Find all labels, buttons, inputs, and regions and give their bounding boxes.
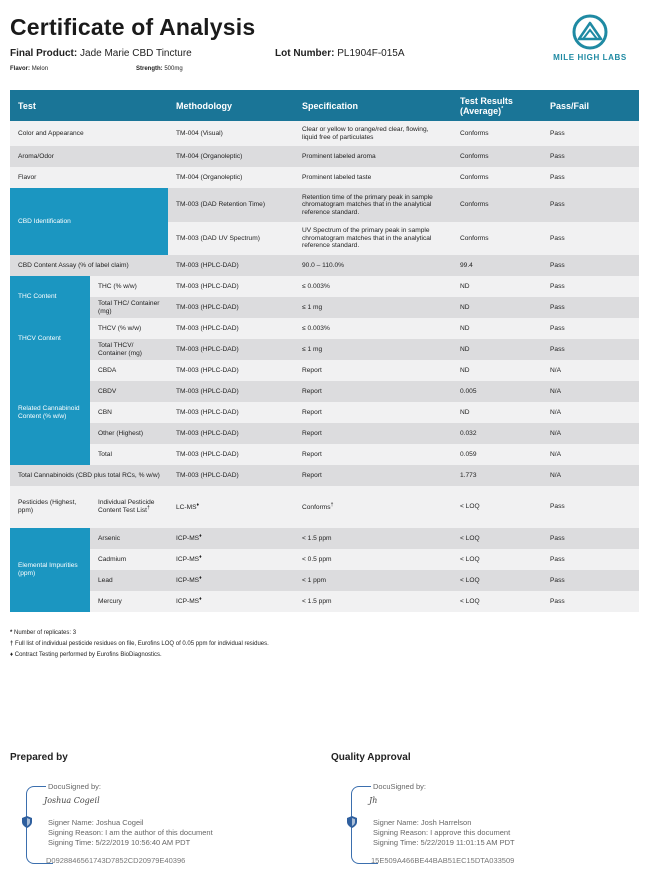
result-cell: < LOQ <box>452 549 542 570</box>
prepared-by-heading: Prepared by <box>10 752 68 763</box>
lot-number-label: Lot Number: <box>275 48 335 59</box>
header-test: Test <box>10 90 168 121</box>
strength-group <box>136 66 183 72</box>
test-cell: Flavor <box>10 167 168 188</box>
signer-name: Signer Name: Josh Harrelson <box>373 818 472 827</box>
table-row <box>10 591 639 612</box>
method-cell: TM-003 (HPLC-DAD) <box>168 465 294 486</box>
footnote <box>10 628 269 639</box>
sub-test-cell: THC (% w/w) <box>90 276 168 297</box>
method-text: ICP-MS <box>176 556 200 564</box>
sub-test-cell: Arsenic <box>90 528 168 549</box>
category-cbd-identification: CBD Identification <box>10 188 168 255</box>
docusigned-label: DocuSigned by: <box>373 782 426 791</box>
pass-fail-cell: N/A <box>542 444 639 465</box>
lot-number-value: PL1904F-015A <box>337 48 405 59</box>
envelope-hash: 15E509A466BE44BAB51EC15DTA033509 <box>371 856 515 865</box>
method-cell <box>168 486 294 528</box>
spec-cell: ≤ 1 mg <box>294 339 452 360</box>
footnote-text: Full list of individual pesticide residues on file, Eurofins LOQ of 0.05 ppm for individual residues. <box>15 641 269 647</box>
result-cell: ND <box>452 297 542 318</box>
result-cell: 1.773 <box>452 465 542 486</box>
method-cell: TM-003 (HPLC-DAD) <box>168 276 294 297</box>
method-text: ICP-MS <box>176 535 200 543</box>
spec-cell: < 1.5 ppm <box>294 528 452 549</box>
results-asterisk: * <box>501 105 504 112</box>
table-row <box>10 465 639 486</box>
diamond-mark: ♦ <box>199 554 202 561</box>
sub-test-cell: THCV (% w/w) <box>90 318 168 339</box>
result-cell: 99.4 <box>452 255 542 276</box>
test-cell: CBD Content Assay (% of label claim) <box>10 255 168 276</box>
sub-test-cell: CBN <box>90 402 168 423</box>
table-row <box>10 528 639 549</box>
category-elemental-impurities: Elemental Impurities (ppm) <box>10 528 90 612</box>
pass-fail-cell: Pass <box>542 255 639 276</box>
sub-test-cell: Total THC/ Container (mg) <box>90 297 168 318</box>
method-cell <box>168 591 294 612</box>
method-cell: TM-003 (HPLC-DAD) <box>168 339 294 360</box>
footnote <box>10 639 269 650</box>
table-row <box>10 255 639 276</box>
method-cell: TM-003 (DAD UV Spectrum) <box>168 222 294 255</box>
result-cell: ND <box>452 360 542 381</box>
method-cell: TM-003 (HPLC-DAD) <box>168 318 294 339</box>
spec-cell: Prominent labeled aroma <box>294 146 452 167</box>
pass-fail-cell: Pass <box>542 276 639 297</box>
mountain-triangle-logo-icon <box>571 14 609 50</box>
pass-fail-cell: Pass <box>542 121 639 146</box>
flavor-strength-line <box>10 66 183 72</box>
table-row <box>10 381 639 402</box>
method-cell: TM-003 (HPLC-DAD) <box>168 297 294 318</box>
header-test-results-text: Test Results (Average) <box>460 95 513 116</box>
result-cell: 0.032 <box>452 423 542 444</box>
method-cell: TM-003 (HPLC-DAD) <box>168 381 294 402</box>
method-cell: TM-003 (HPLC-DAD) <box>168 360 294 381</box>
result-cell: < LOQ <box>452 486 542 528</box>
spec-cell: UV Spectrum of the primary peak in sample chromatogram matches that in the analytical reference standard. <box>294 222 452 255</box>
handwritten-signature: Joshua Cogeil <box>44 796 100 805</box>
sub-test-text: Individual Pesticide Content Test List <box>98 498 155 515</box>
signature-block-approval <box>337 782 557 864</box>
table-row <box>10 167 639 188</box>
spec-cell: Report <box>294 381 452 402</box>
spec-cell: Retention time of the primary peak in sample chromatogram matches that in the analytical reference standard. <box>294 188 452 222</box>
document-title: Certificate of Analysis <box>10 14 256 40</box>
spec-cell: Report <box>294 360 452 381</box>
sub-test-cell: CBDV <box>90 381 168 402</box>
result-cell: ND <box>452 276 542 297</box>
spec-text: Conforms <box>302 503 331 511</box>
quality-approval-heading: Quality Approval <box>331 752 411 763</box>
docusigned-label: DocuSigned by: <box>48 782 101 791</box>
lot-number-line <box>275 48 405 59</box>
method-cell: TM-003 (HPLC-DAD) <box>168 255 294 276</box>
handwritten-signature: Jh <box>369 796 378 805</box>
result-cell: ND <box>452 318 542 339</box>
header-methodology: Methodology <box>168 90 294 121</box>
footnote-mark: † <box>10 641 14 647</box>
method-text: ICP-MS <box>176 577 200 585</box>
spec-cell: < 0.5 ppm <box>294 549 452 570</box>
final-product-label: Final Product: <box>10 48 78 59</box>
sub-test-cell: Cadmium <box>90 549 168 570</box>
spec-cell: Report <box>294 423 452 444</box>
spec-cell: < 1 ppm <box>294 570 452 591</box>
method-cell: TM-003 (HPLC-DAD) <box>168 444 294 465</box>
pass-fail-cell: N/A <box>542 381 639 402</box>
strength-label: Strength: <box>136 66 163 72</box>
pass-fail-cell: N/A <box>542 360 639 381</box>
pass-fail-cell: Pass <box>542 339 639 360</box>
table-row <box>10 402 639 423</box>
signer-name: Signer Name: Joshua Cogeil <box>48 818 144 827</box>
table-row <box>10 146 639 167</box>
result-cell: 0.005 <box>452 381 542 402</box>
pass-fail-cell: N/A <box>542 465 639 486</box>
table-row <box>10 423 639 444</box>
flavor-value: Melon <box>31 66 49 72</box>
result-cell: Conforms <box>452 167 542 188</box>
test-cell: Aroma/Odor <box>10 146 168 167</box>
pass-fail-cell: Pass <box>542 318 639 339</box>
test-cell: Total Cannabinoids (CBD plus total RCs, % w/w) <box>10 465 168 486</box>
diamond-mark: ♦ <box>199 533 202 540</box>
category-related-cannabinoid: Related Cannabinoid Content (% w/w) <box>10 360 90 465</box>
footnote-mark: * <box>10 630 13 636</box>
result-cell: < LOQ <box>452 591 542 612</box>
mile-high-labs-logo <box>540 14 640 62</box>
signing-time: Signing Time: 5/22/2019 11:01:15 AM PDT <box>373 838 515 847</box>
table-row <box>10 339 639 360</box>
table-row <box>10 121 639 146</box>
table-row <box>10 549 639 570</box>
spec-cell: < 1.5 ppm <box>294 591 452 612</box>
signature-block-prepared <box>12 782 232 864</box>
sub-test-cell <box>90 486 168 528</box>
final-product-value: Jade Marie CBD Tincture <box>80 48 192 59</box>
sub-test-cell: Total <box>90 444 168 465</box>
table-row <box>10 360 639 381</box>
signer-details <box>373 818 515 848</box>
spec-cell: Report <box>294 402 452 423</box>
sub-test-cell: Total THCV/ Container (mg) <box>90 339 168 360</box>
result-cell: Conforms <box>452 222 542 255</box>
method-cell: TM-004 (Organoleptic) <box>168 146 294 167</box>
footnote <box>10 650 269 661</box>
method-cell <box>168 549 294 570</box>
table-row <box>10 486 639 528</box>
table-row <box>10 444 639 465</box>
spec-cell: Clear or yellow to orange/red clear, flowing, liquid free of particulates <box>294 121 452 146</box>
spec-cell: 90.0 – 110.0% <box>294 255 452 276</box>
test-cell: Pesticides (Highest, ppm) <box>10 486 90 528</box>
result-cell: 0.059 <box>452 444 542 465</box>
table-row <box>10 318 639 339</box>
dagger-mark: † <box>147 505 150 512</box>
spec-cell: Report <box>294 444 452 465</box>
method-cell: TM-004 (Visual) <box>168 121 294 146</box>
header-test-results <box>452 90 542 121</box>
diamond-mark: ♦ <box>199 596 202 603</box>
sub-test-cell: CBDA <box>90 360 168 381</box>
category-thc-content: THC Content <box>10 276 90 318</box>
sub-test-cell: Mercury <box>90 591 168 612</box>
method-cell <box>168 570 294 591</box>
signing-time: Signing Time: 5/22/2019 10:56:40 AM PDT <box>48 838 191 847</box>
pass-fail-cell: N/A <box>542 423 639 444</box>
diamond-mark: ♦ <box>199 575 202 582</box>
signing-reason: Signing Reason: I am the author of this document <box>48 828 213 837</box>
table-row <box>10 297 639 318</box>
spec-cell: ≤ 0.003% <box>294 276 452 297</box>
shield-icon <box>22 816 32 828</box>
shield-icon <box>347 816 357 828</box>
flavor-label: Flavor: <box>10 66 31 72</box>
pass-fail-cell: Pass <box>542 486 639 528</box>
footnote-text: Number of replicates: 3 <box>14 630 77 636</box>
method-cell: TM-003 (DAD Retention Time) <box>168 188 294 222</box>
test-cell: Color and Appearance <box>10 121 168 146</box>
pass-fail-cell: Pass <box>542 188 639 222</box>
pass-fail-cell: Pass <box>542 146 639 167</box>
signer-details <box>48 818 213 848</box>
spec-cell: Prominent labeled taste <box>294 167 452 188</box>
logo-wordmark: MILE HIGH LABS <box>553 53 627 62</box>
method-cell: TM-003 (HPLC-DAD) <box>168 402 294 423</box>
pass-fail-cell: Pass <box>542 591 639 612</box>
method-text: ICP-MS <box>176 598 200 606</box>
spec-cell <box>294 486 452 528</box>
header-specification: Specification <box>294 90 452 121</box>
envelope-hash: D0928846561743D7852CD20979E40396 <box>46 856 186 865</box>
result-cell: ND <box>452 402 542 423</box>
table-row <box>10 570 639 591</box>
method-cell: TM-003 (HPLC-DAD) <box>168 423 294 444</box>
final-product-line <box>10 48 192 59</box>
sub-test-cell: Lead <box>90 570 168 591</box>
pass-fail-cell: N/A <box>542 402 639 423</box>
pass-fail-cell: Pass <box>542 167 639 188</box>
spec-cell: ≤ 1 mg <box>294 297 452 318</box>
pass-fail-cell: Pass <box>542 297 639 318</box>
footnotes <box>10 628 269 661</box>
result-cell: Conforms <box>452 121 542 146</box>
result-cell: < LOQ <box>452 570 542 591</box>
footnote-mark: ♦ <box>10 652 14 658</box>
table-header-row <box>10 90 639 121</box>
spec-cell: Report <box>294 465 452 486</box>
method-text: LC-MS <box>176 503 197 511</box>
table-row <box>10 188 639 222</box>
signing-reason: Signing Reason: I approve this document <box>373 828 511 837</box>
method-cell: TM-004 (Organoleptic) <box>168 167 294 188</box>
pass-fail-cell: Pass <box>542 528 639 549</box>
result-cell: Conforms <box>452 188 542 222</box>
spec-cell: ≤ 0.003% <box>294 318 452 339</box>
strength-value: 500mg <box>164 66 183 72</box>
category-thcv-content: THCV Content <box>10 318 90 360</box>
result-cell: ND <box>452 339 542 360</box>
result-cell: Conforms <box>452 146 542 167</box>
analysis-table <box>10 90 639 612</box>
pass-fail-cell: Pass <box>542 549 639 570</box>
sub-test-cell: Other (Highest) <box>90 423 168 444</box>
method-cell <box>168 528 294 549</box>
footnote-text: Contract Testing performed by Eurofins BioDiagnostics. <box>14 652 162 658</box>
pass-fail-cell: Pass <box>542 222 639 255</box>
dagger-mark: † <box>330 501 334 508</box>
table-row <box>10 276 639 297</box>
result-cell: < LOQ <box>452 528 542 549</box>
header-pass-fail: Pass/Fail <box>542 90 639 121</box>
diamond-mark: ♦ <box>196 501 200 508</box>
pass-fail-cell: Pass <box>542 570 639 591</box>
